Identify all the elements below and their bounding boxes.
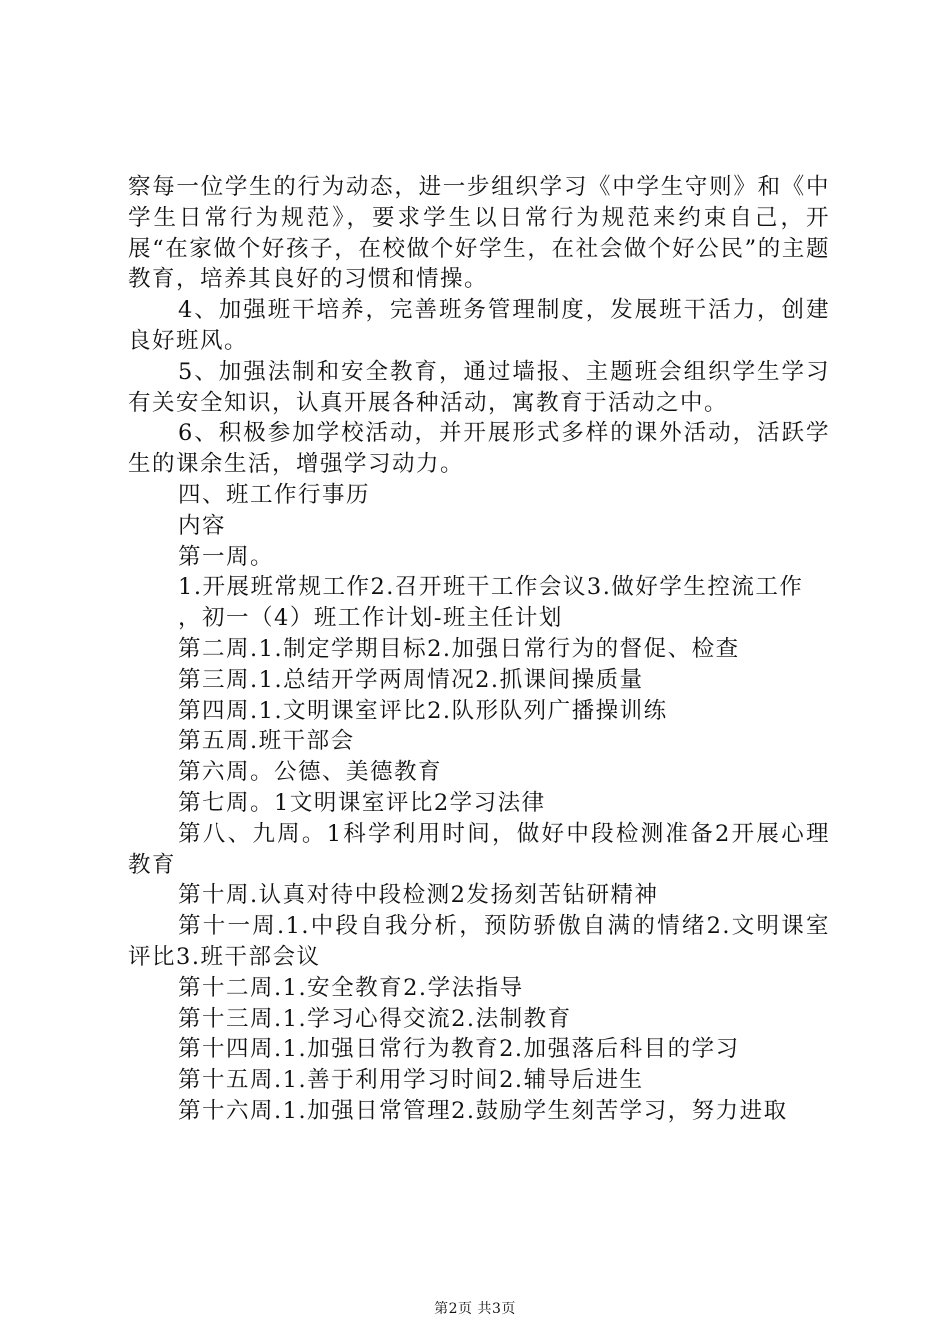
paragraph: 四、班工作行事历 — [178, 481, 371, 508]
paragraph: 第二周.1.制定学期目标2.加强日常行为的督促、检查 — [178, 635, 740, 662]
paragraph: 第十三周.1.学习心得交流2.法制教育 — [178, 1005, 572, 1032]
paragraph: 内容 — [178, 512, 227, 539]
paragraph: 1.开展班常规工作2.召开班干工作会议3.做好学生控流工作 — [178, 574, 804, 601]
paragraph: 第八、九周。1科学利用时间，做好中段检测准备2开展心理教育 — [128, 820, 830, 878]
paragraph: 第十六周.1.加强日常管理2.鼓励学生刻苦学习，努力进取 — [178, 1097, 788, 1124]
paragraph: 5、加强法制和安全教育，通过墙报、主题班会组织学生学习有关安全知识，认真开展各种活动，寓教育于活动之中。 — [128, 358, 830, 416]
paragraph: 第三周.1.总结开学两周情况2.抓课间操质量 — [178, 666, 644, 693]
paragraph: 第六周。公德、美德教育 — [178, 759, 443, 786]
page-footer: 第2页 共3页 — [434, 1301, 516, 1317]
paragraph: 第十周.认真对待中段检测2发扬刻苦钻研精神 — [178, 882, 659, 909]
paragraph: 第十五周.1.善于利用学习时间2.辅导后进生 — [178, 1067, 644, 1094]
paragraph: 第五周.班干部会 — [178, 728, 355, 755]
paragraph: ，初一（4）班工作计划-班主任计划 — [178, 605, 563, 632]
paragraph: 第十二周.1.安全教育2.学法指导 — [178, 974, 524, 1001]
paragraph: 第十一周.1.中段自我分析，预防骄傲自满的情绪2.文明课室评比3.班干部会议 — [128, 913, 830, 970]
document-body — [128, 172, 830, 1127]
paragraph: 4、加强班干培养，完善班务管理制度，发展班干活力，创建良好班风。 — [128, 297, 830, 354]
paragraph: 第一周。 — [178, 543, 275, 570]
paragraph: 察每一位学生的行为动态，进一步组织学习《中学生守则》和《中学生日常行为规范》，要求学生以日常行为规范来约束自己，开展“在家做个好孩子，在校做个好学生，在社会做个好公民”的主题教育，培养其良好的习惯和情操。 — [128, 174, 830, 293]
paragraph: 第七周。1文明课室评比2学习法律 — [178, 789, 546, 816]
paragraph: 第十四周.1.加强日常行为教育2.加强落后科目的学习 — [178, 1036, 740, 1063]
paragraph: 第四周.1.文明课室评比2.队形队列广播操训练 — [178, 697, 668, 724]
paragraph: 6、积极参加学校活动，并开展形式多样的课外活动，活跃学生的课余生活，增强学习动力。 — [128, 420, 830, 478]
